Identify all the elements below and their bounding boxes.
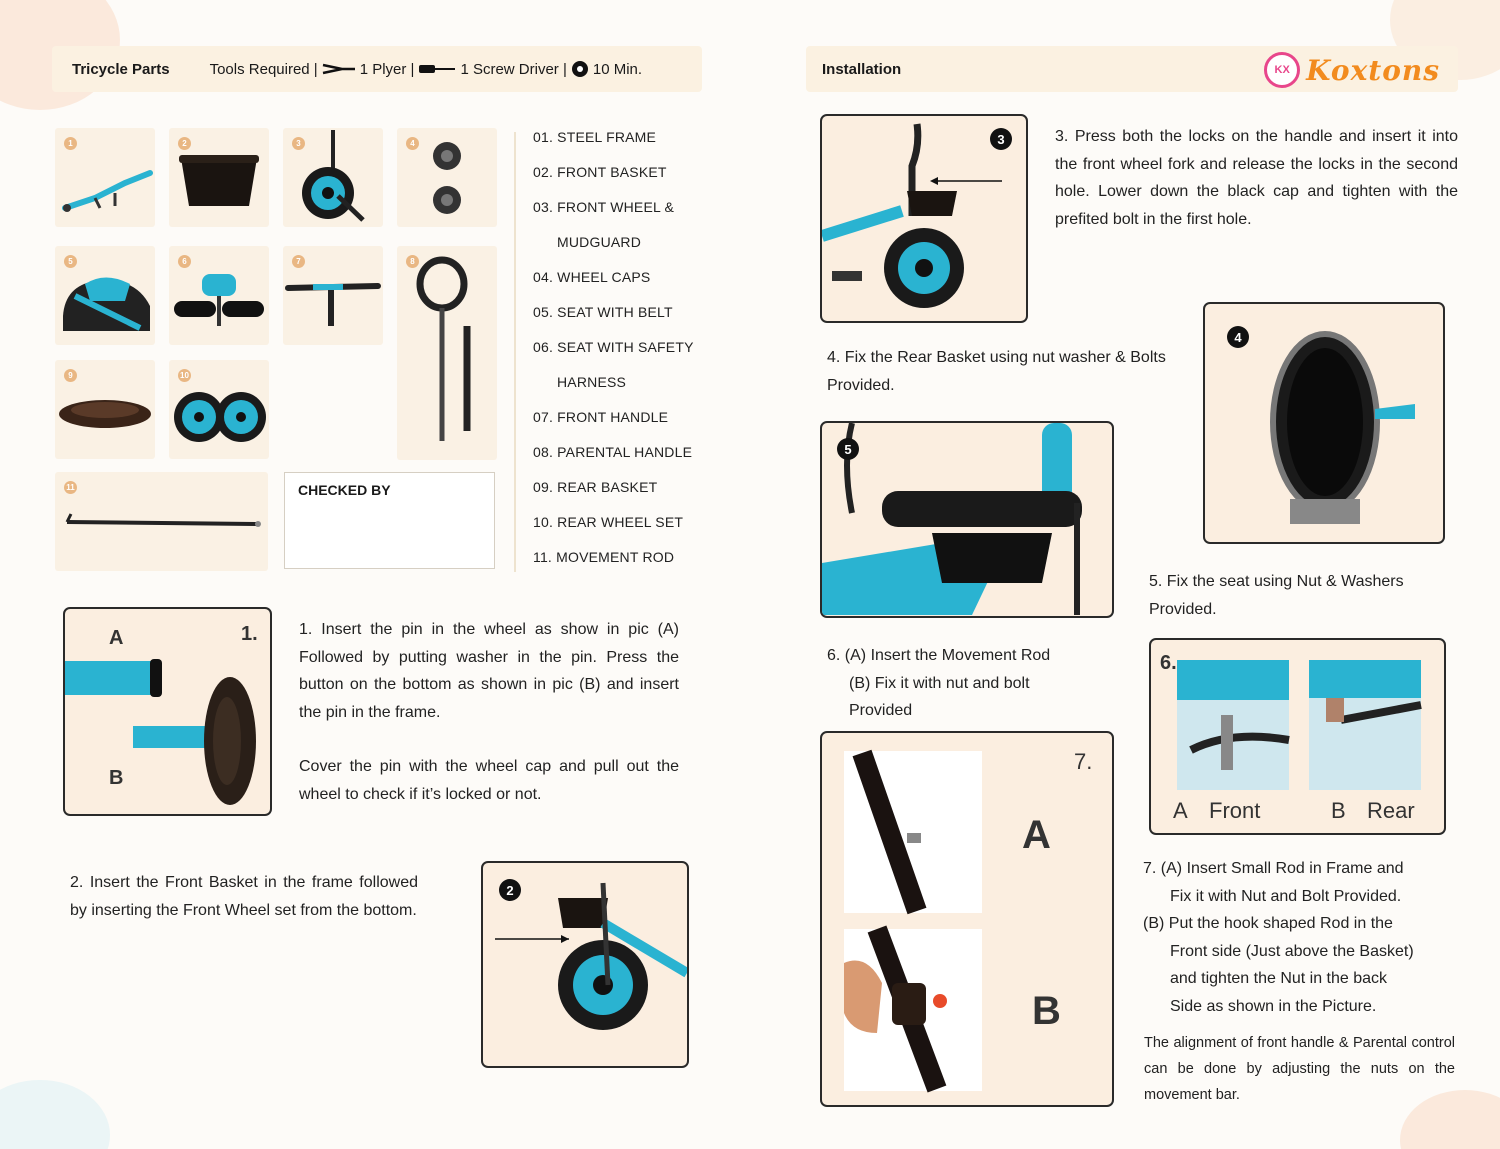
part-rear-wheel-set: 10: [169, 360, 269, 459]
step4-badge: 4: [1227, 326, 1249, 348]
list-item: 05. SEAT WITH BELT: [533, 304, 673, 320]
step6-line: 6. (A) Insert the Movement Rod: [827, 647, 1051, 664]
step7-number: 7.: [1074, 749, 1093, 774]
list-item: 08. PARENTAL HANDLE: [533, 444, 693, 460]
steel-frame-icon: [55, 128, 155, 227]
step1-image: [63, 607, 272, 816]
list-item: 11. MOVEMENT ROD: [533, 549, 675, 565]
list-item: 10. REAR WHEEL SET: [533, 514, 684, 530]
checked-by-label: CHECKED BY: [298, 482, 391, 498]
tool-time: 10 Min.: [592, 60, 643, 78]
alignment-note: The alignment of front handle & Parental control can be done by adjusting the nuts on the movement bar.: [1144, 1035, 1455, 1103]
part-movement-rod: 11: [55, 472, 268, 571]
part-seat-belt: 5: [55, 246, 155, 345]
list-item: MUDGUARD: [557, 234, 642, 250]
step1-label-a: A: [109, 627, 124, 649]
clock-icon: [571, 60, 589, 78]
step6-rear-label: Rear: [1367, 798, 1415, 823]
parts-header: [52, 46, 702, 92]
step5-instructions: 5. Fix the seat using Nut & Washers Provided.: [1149, 573, 1404, 618]
list-item: 09. REAR BASKET: [533, 479, 658, 495]
background-blob: [0, 1080, 110, 1149]
step7-label-a: A: [1022, 813, 1051, 857]
divider: [514, 132, 516, 572]
logo-badge: KX: [1264, 52, 1300, 88]
step5-badge: 5: [837, 438, 859, 460]
step6-line: Provided: [849, 702, 913, 719]
installation-title: Installation: [822, 60, 902, 78]
step1-instructions: [299, 616, 679, 808]
step1-number: 1.: [241, 623, 258, 645]
list-item: 02. FRONT BASKET: [533, 164, 667, 180]
list-item: 06. SEAT WITH SAFETY: [533, 339, 694, 355]
step2-instructions: 2. Insert the Front Basket in the frame followed by inserting the Front Wheel set from the bottom.: [70, 874, 418, 919]
part-wheel-caps: 4: [397, 128, 497, 227]
checked-by-box: [284, 472, 495, 569]
front-wheel-icon: [283, 128, 383, 227]
step6-image: [1149, 638, 1446, 835]
step6-front-label: Front: [1209, 798, 1261, 823]
seat-belt-icon: [55, 246, 155, 345]
step2-image: [481, 861, 689, 1068]
front-handle-icon: [283, 246, 383, 345]
step6-line: (B) Fix it with nut and bolt: [849, 674, 1030, 692]
screwdriver-icon: [418, 63, 456, 75]
movement-rod-icon: [55, 472, 268, 571]
seat-install-illustration: [822, 423, 1112, 615]
step2-badge: 2: [499, 879, 521, 901]
parts-list: [533, 120, 694, 575]
part-front-handle: 7: [283, 246, 383, 345]
rear-basket-icon: [55, 360, 155, 459]
step4-instructions: 4. Fix the Rear Basket using nut washer & Bolts Provided.: [827, 349, 1166, 394]
step7-line: and tighten the Nut in the back: [1170, 970, 1388, 987]
part-seat-harness: 6: [169, 246, 269, 345]
brand-logo: [1264, 52, 1440, 88]
plier-icon: [322, 62, 356, 76]
step1-paragraph: 1. Insert the pin in the wheel as show in pic (A) Followed by putting washer in the pin. Press the button on the bottom as shown in pic (B) and insert the pin in the frame.: [299, 621, 679, 721]
step5-image: [820, 421, 1114, 618]
step4-image: [1203, 302, 1445, 544]
seat-harness-icon: [169, 246, 269, 345]
step7-image: [820, 731, 1114, 1107]
part-front-wheel: 3: [283, 128, 383, 227]
parts-title: Tricycle Parts: [72, 60, 170, 78]
front-basket-icon: [169, 128, 269, 227]
tool-plyer: 1 Plyer |: [359, 60, 415, 78]
step3-instructions: 3. Press both the locks on the handle and insert it into the front wheel fork and release the locks in the second hole. Lower down the black cap and tighten with the prefited bolt in the first hole.: [1055, 128, 1458, 228]
wheel-caps-icon: [397, 128, 497, 227]
step6-label-b: B: [1331, 798, 1346, 823]
logo-text: Koxtons: [1306, 53, 1440, 87]
installation-header: [806, 46, 1458, 92]
list-item: 01. STEEL FRAME: [533, 129, 657, 145]
step6-number: 6.: [1160, 652, 1177, 674]
step7-label-b: B: [1032, 989, 1061, 1033]
list-item: 04. WHEEL CAPS: [533, 269, 651, 285]
rear-wheel-set-icon: [169, 360, 269, 459]
list-item: 03. FRONT WHEEL &: [533, 199, 675, 215]
wheel-pin-illustration: [65, 609, 269, 813]
step1-paragraph: Cover the pin with the wheel cap and pull out the wheel to check if it’s locked or not.: [299, 758, 679, 803]
rod-assembly-illustration: [822, 733, 1112, 1105]
tool-screwdriver: 1 Screw Driver |: [460, 60, 567, 78]
step7-instructions: [1143, 855, 1458, 1020]
step6-instructions: [827, 642, 1087, 725]
step3-badge: 3: [990, 128, 1012, 150]
step3-image: [820, 114, 1028, 323]
step6-label-a: A: [1173, 798, 1188, 823]
step7-line: Front side (Just above the Basket): [1170, 942, 1414, 960]
part-parental-handle: 8: [397, 246, 497, 460]
part-rear-basket: 9: [55, 360, 155, 459]
parental-handle-icon: [397, 246, 497, 460]
list-item: 07. FRONT HANDLE: [533, 409, 669, 425]
step1-label-b: B: [109, 767, 124, 789]
list-item: HARNESS: [557, 374, 627, 390]
tools-required: [210, 60, 643, 78]
step7-line: Fix it with Nut and Bolt Provided.: [1170, 887, 1402, 905]
step7-line: Side as shown in the Picture.: [1170, 997, 1377, 1015]
part-front-basket: 2: [169, 128, 269, 227]
tools-label: Tools Required |: [209, 60, 318, 78]
step7-line: 7. (A) Insert Small Rod in Frame and: [1143, 860, 1404, 877]
step7-line: (B) Put the hook shaped Rod in the: [1143, 915, 1393, 932]
part-steel-frame: 1: [55, 128, 155, 227]
